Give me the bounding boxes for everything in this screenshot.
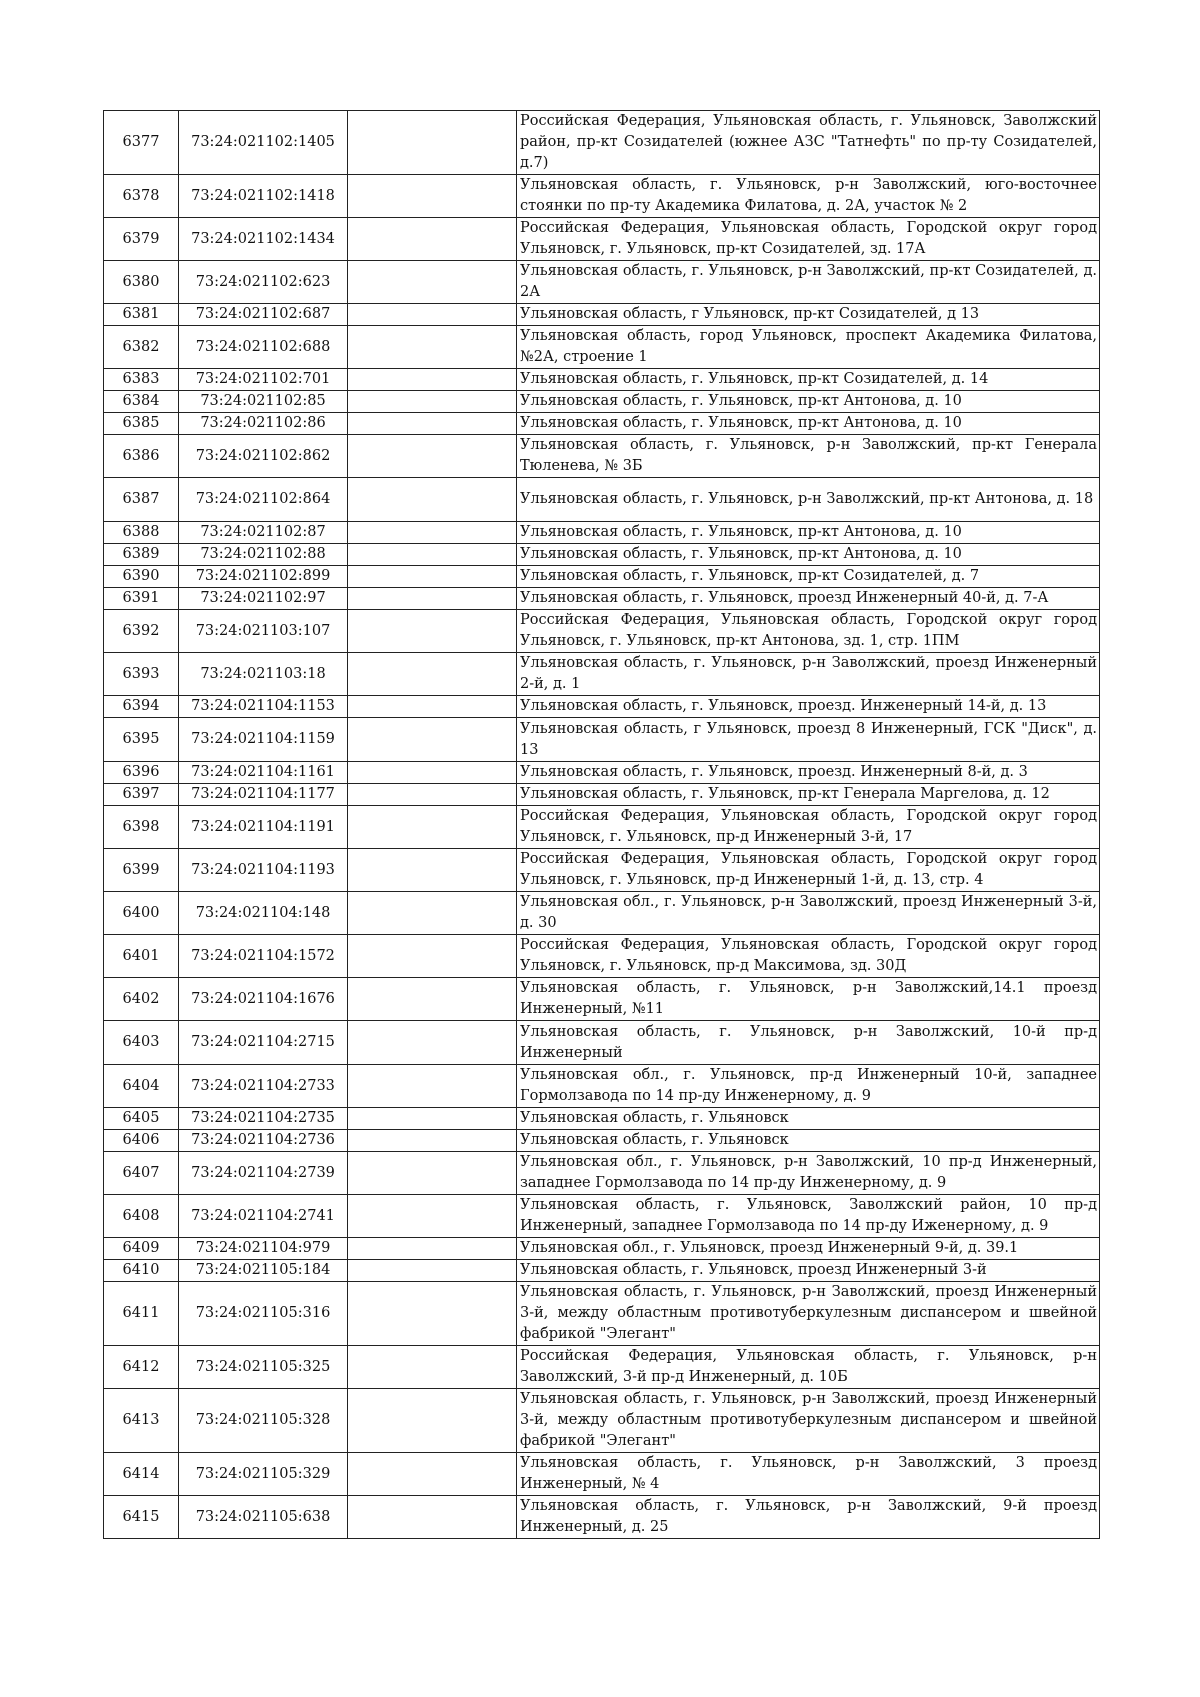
table-row [104,391,1100,413]
table-row [104,1389,1100,1453]
table-row [104,1282,1100,1346]
empty-cell [348,1282,517,1346]
table-row [104,1346,1100,1389]
address-cell: Российская Федерация, Ульяновская область, Городской округ город Ульяновск, г. Ульяновск, пр-кт Созидателей, зд. 17А [517,218,1100,261]
table-row [104,1496,1100,1539]
empty-cell [348,610,517,653]
cadastral-number-cell: 73:24:021102:1418 [179,175,348,218]
empty-cell [348,653,517,696]
cadastral-number-cell: 73:24:021104:1676 [179,978,348,1021]
row-number-cell: 6392 [104,610,179,653]
empty-cell [348,261,517,304]
address-cell: Ульяновская область, г. Ульяновск, проезд Инженерный 40-й, д. 7-А [517,588,1100,610]
address-cell: Ульяновская область, г. Ульяновск, р-н Заволжский,14.1 проезд Инженерный, №11 [517,978,1100,1021]
cadastral-number-cell: 73:24:021103:18 [179,653,348,696]
cadastral-number-cell: 73:24:021102:88 [179,544,348,566]
cadastral-number-cell: 73:24:021104:2735 [179,1108,348,1130]
row-number-cell: 6377 [104,111,179,175]
row-number-cell: 6378 [104,175,179,218]
cadastral-number-cell: 73:24:021104:1159 [179,718,348,762]
address-cell: Ульяновская область, г. Ульяновск, р-н Заволжский, 3 проезд Инженерный, № 4 [517,1453,1100,1496]
address-cell: Ульяновская область, г. Ульяновск, р-н Заволжский, пр-кт Антонова, д. 18 [517,478,1100,522]
address-cell: Ульяновская область, г. Ульяновск, Заволжский район, 10 пр-д Инженерный, западнее Гормолзавода по 14 пр-ду Иженерному, д. 9 [517,1195,1100,1238]
address-cell: Ульяновская область, г. Ульяновск, пр-кт Генерала Маргелова, д. 12 [517,784,1100,806]
empty-cell [348,978,517,1021]
cadastral-number-cell: 73:24:021104:2733 [179,1065,348,1108]
empty-cell [348,369,517,391]
row-number-cell: 6385 [104,413,179,435]
table-row [104,1453,1100,1496]
address-cell: Ульяновская область, г. Ульяновск, р-н Заволжский, 10-й пр-д Инженерный [517,1021,1100,1065]
empty-cell [348,391,517,413]
table-row [104,218,1100,261]
cadastral-number-cell: 73:24:021102:1405 [179,111,348,175]
cadastral-number-cell: 73:24:021102:85 [179,391,348,413]
row-number-cell: 6397 [104,784,179,806]
empty-cell [348,522,517,544]
table-row [104,1195,1100,1238]
cadastral-number-cell: 73:24:021102:688 [179,326,348,369]
table-row [104,544,1100,566]
row-number-cell: 6408 [104,1195,179,1238]
address-cell: Ульяновская область, г. Ульяновск, проезд. Инженерный 14-й, д. 13 [517,696,1100,718]
cadastral-number-cell: 73:24:021104:2739 [179,1152,348,1195]
empty-cell [348,1108,517,1130]
cadastral-number-cell: 73:24:021105:329 [179,1453,348,1496]
row-number-cell: 6380 [104,261,179,304]
row-number-cell: 6394 [104,696,179,718]
cadastral-number-cell: 73:24:021104:1193 [179,849,348,892]
address-cell: Ульяновская область, г. Ульяновск, проезд Инженерный 3-й [517,1260,1100,1282]
row-number-cell: 6398 [104,806,179,849]
table-row [104,111,1100,175]
table-row [104,304,1100,326]
row-number-cell: 6399 [104,849,179,892]
table-row [104,369,1100,391]
table-row [104,435,1100,478]
empty-cell [348,413,517,435]
empty-cell [348,326,517,369]
address-cell: Ульяновская область, г. Ульяновск, р-н Заволжский, проезд Инженерный 3-й, между областным противотуберкулезным диспансером и швейной фабрикой "Элегант" [517,1389,1100,1453]
empty-cell [348,435,517,478]
cadastral-number-cell: 73:24:021105:328 [179,1389,348,1453]
table-row [104,1065,1100,1108]
cadastral-number-cell: 73:24:021102:687 [179,304,348,326]
empty-cell [348,935,517,978]
table-row [104,762,1100,784]
row-number-cell: 6409 [104,1238,179,1260]
row-number-cell: 6406 [104,1130,179,1152]
row-number-cell: 6403 [104,1021,179,1065]
address-cell: Ульяновская область, г. Ульяновск, р-н Заволжский, проезд Инженерный 2-й, д. 1 [517,653,1100,696]
row-number-cell: 6413 [104,1389,179,1453]
cadastral-number-cell: 73:24:021104:1191 [179,806,348,849]
row-number-cell: 6381 [104,304,179,326]
cadastral-number-cell: 73:24:021102:623 [179,261,348,304]
table-body [104,111,1100,1539]
table-row [104,326,1100,369]
table-row [104,718,1100,762]
cadastral-number-cell: 73:24:021102:86 [179,413,348,435]
table-row [104,522,1100,544]
address-cell: Ульяновская обл., г. Ульяновск, пр-д Инженерный 10-й, западнее Гормолзавода по 14 пр-ду Инженерному, д. 9 [517,1065,1100,1108]
cadastral-number-cell: 73:24:021102:701 [179,369,348,391]
row-number-cell: 6390 [104,566,179,588]
address-cell: Ульяновская область, г. Ульяновск, пр-кт Антонова, д. 10 [517,522,1100,544]
table-row [104,1108,1100,1130]
empty-cell [348,1260,517,1282]
row-number-cell: 6407 [104,1152,179,1195]
cadastral-number-cell: 73:24:021102:97 [179,588,348,610]
table-row [104,1021,1100,1065]
row-number-cell: 6391 [104,588,179,610]
row-number-cell: 6411 [104,1282,179,1346]
address-cell: Ульяновская обл., г. Ульяновск, р-н Заволжский, проезд Инженерный 3-й, д. 30 [517,892,1100,935]
address-cell: Ульяновская область, город Ульяновск, проспект Академика Филатова, №2А, строение 1 [517,326,1100,369]
table-row [104,784,1100,806]
address-cell: Ульяновская область, г. Ульяновск, пр-кт Созидателей, д. 7 [517,566,1100,588]
row-number-cell: 6389 [104,544,179,566]
cadastral-number-cell: 73:24:021104:148 [179,892,348,935]
row-number-cell: 6400 [104,892,179,935]
cadastral-number-cell: 73:24:021104:2736 [179,1130,348,1152]
cadastral-number-cell: 73:24:021105:638 [179,1496,348,1539]
address-cell: Ульяновская область, г. Ульяновск, пр-кт Антонова, д. 10 [517,544,1100,566]
table-row [104,935,1100,978]
table-row [104,849,1100,892]
cadastral-number-cell: 73:24:021104:1161 [179,762,348,784]
address-cell: Ульяновская область, г. Ульяновск, р-н Заволжский, пр-кт Созидателей, д. 2А [517,261,1100,304]
row-number-cell: 6401 [104,935,179,978]
cadastral-number-cell: 73:24:021103:107 [179,610,348,653]
cadastral-number-cell: 73:24:021104:1572 [179,935,348,978]
address-cell: Ульяновская обл., г. Ульяновск, проезд Инженерный 9-й, д. 39.1 [517,1238,1100,1260]
address-cell: Ульяновская область, г. Ульяновск, пр-кт Созидателей, д. 14 [517,369,1100,391]
empty-cell [348,218,517,261]
table-row [104,566,1100,588]
empty-cell [348,304,517,326]
empty-cell [348,1065,517,1108]
address-cell: Ульяновская область, г. Ульяновск [517,1108,1100,1130]
address-cell: Ульяновская область, г Ульяновск, пр-кт Созидателей, д 13 [517,304,1100,326]
table-row [104,806,1100,849]
empty-cell [348,1453,517,1496]
empty-cell [348,1238,517,1260]
table-row [104,1260,1100,1282]
empty-cell [348,1389,517,1453]
table-row [104,696,1100,718]
empty-cell [348,1195,517,1238]
empty-cell [348,1021,517,1065]
empty-cell [348,111,517,175]
table-row [104,261,1100,304]
row-number-cell: 6383 [104,369,179,391]
table-row [104,588,1100,610]
cadastral-number-cell: 73:24:021102:864 [179,478,348,522]
address-cell: Ульяновская область, г. Ульяновск, р-н Заволжский, пр-кт Генерала Тюленева, № 3Б [517,435,1100,478]
empty-cell [348,1496,517,1539]
address-cell: Ульяновская область, г. Ульяновск, р-н Заволжский, юго-восточнее стоянки по пр-ту Академика Филатова, д. 2А, участок № 2 [517,175,1100,218]
table-row [104,653,1100,696]
row-number-cell: 6395 [104,718,179,762]
table-row [104,610,1100,653]
table-row [104,892,1100,935]
row-number-cell: 6404 [104,1065,179,1108]
empty-cell [348,762,517,784]
row-number-cell: 6379 [104,218,179,261]
table-row [104,978,1100,1021]
row-number-cell: 6410 [104,1260,179,1282]
address-cell: Российская Федерация, Ульяновская область, г. Ульяновск, р-н Заволжский, 3-й пр-д Инженерный, д. 10Б [517,1346,1100,1389]
address-cell: Российская Федерация, Ульяновская область, г. Ульяновск, Заволжский район, пр-кт Созидателей (южнее АЗС "Татнефть" по пр-ту Созидателей, д.7) [517,111,1100,175]
cadastral-number-cell: 73:24:021104:2741 [179,1195,348,1238]
cadastral-number-cell: 73:24:021102:1434 [179,218,348,261]
empty-cell [348,588,517,610]
table-row [104,1152,1100,1195]
empty-cell [348,566,517,588]
address-cell: Российская Федерация, Ульяновская область, Городской округ город Ульяновск, г. Ульяновск, пр-д Инженерный 3-й, 17 [517,806,1100,849]
cadastral-number-cell: 73:24:021102:87 [179,522,348,544]
table-row [104,478,1100,522]
address-cell: Ульяновская обл., г. Ульяновск, р-н Заволжский, 10 пр-д Инженерный, западнее Гормолзавода по 14 пр-ду Инженерному, д. 9 [517,1152,1100,1195]
address-cell: Ульяновская область, г. Ульяновск, р-н Заволжский, проезд Инженерный 3-й, между областным противотуберкулезным диспансером и швейной фабрикой "Элегант" [517,1282,1100,1346]
empty-cell [348,784,517,806]
address-cell: Ульяновская область, г Ульяновск, проезд 8 Инженерный, ГСК "Диск", д. 13 [517,718,1100,762]
address-cell: Российская Федерация, Ульяновская область, Городской округ город Ульяновск, г. Ульяновск, пр-д Максимова, зд. 30Д [517,935,1100,978]
row-number-cell: 6393 [104,653,179,696]
empty-cell [348,1152,517,1195]
cadastral-table [103,110,1100,1539]
cadastral-number-cell: 73:24:021102:862 [179,435,348,478]
empty-cell [348,1346,517,1389]
row-number-cell: 6414 [104,1453,179,1496]
address-cell: Ульяновская область, г. Ульяновск, пр-кт Антонова, д. 10 [517,413,1100,435]
row-number-cell: 6382 [104,326,179,369]
row-number-cell: 6412 [104,1346,179,1389]
cadastral-number-cell: 73:24:021105:184 [179,1260,348,1282]
row-number-cell: 6386 [104,435,179,478]
empty-cell [348,892,517,935]
table-row [104,1130,1100,1152]
empty-cell [348,1130,517,1152]
address-cell: Российская Федерация, Ульяновская область, Городской округ город Ульяновск, г. Ульяновск, пр-кт Антонова, зд. 1, стр. 1ПМ [517,610,1100,653]
address-cell: Ульяновская область, г. Ульяновск, проезд. Инженерный 8-й, д. 3 [517,762,1100,784]
cadastral-number-cell: 73:24:021105:325 [179,1346,348,1389]
cadastral-number-cell: 73:24:021104:979 [179,1238,348,1260]
empty-cell [348,175,517,218]
empty-cell [348,806,517,849]
row-number-cell: 6387 [104,478,179,522]
address-cell: Российская Федерация, Ульяновская область, Городской округ город Ульяновск, г. Ульяновск, пр-д Инженерный 1-й, д. 13, стр. 4 [517,849,1100,892]
empty-cell [348,544,517,566]
empty-cell [348,478,517,522]
empty-cell [348,696,517,718]
row-number-cell: 6415 [104,1496,179,1539]
cadastral-number-cell: 73:24:021102:899 [179,566,348,588]
empty-cell [348,718,517,762]
row-number-cell: 6402 [104,978,179,1021]
address-cell: Ульяновская область, г. Ульяновск [517,1130,1100,1152]
row-number-cell: 6396 [104,762,179,784]
row-number-cell: 6388 [104,522,179,544]
row-number-cell: 6405 [104,1108,179,1130]
table-row [104,1238,1100,1260]
empty-cell [348,849,517,892]
cadastral-number-cell: 73:24:021104:1153 [179,696,348,718]
cadastral-number-cell: 73:24:021104:2715 [179,1021,348,1065]
row-number-cell: 6384 [104,391,179,413]
cadastral-number-cell: 73:24:021104:1177 [179,784,348,806]
cadastral-number-cell: 73:24:021105:316 [179,1282,348,1346]
table-row [104,175,1100,218]
address-cell: Ульяновская область, г. Ульяновск, пр-кт Антонова, д. 10 [517,391,1100,413]
table-row [104,413,1100,435]
address-cell: Ульяновская область, г. Ульяновск, р-н Заволжский, 9-й проезд Инженерный, д. 25 [517,1496,1100,1539]
